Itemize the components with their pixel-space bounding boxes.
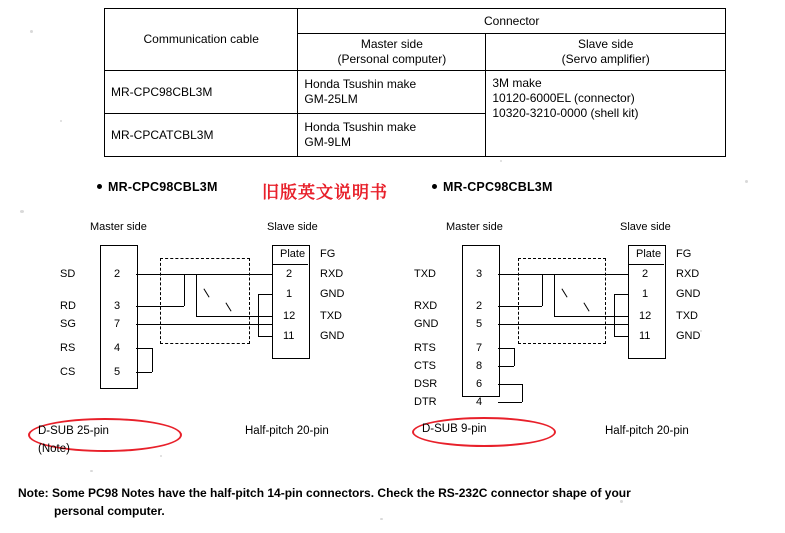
master-signal-label: CTS — [414, 360, 436, 372]
table-header-connector: Connector — [298, 9, 726, 34]
wire-segment — [136, 306, 184, 307]
master-pin-number: 5 — [114, 366, 121, 378]
slave-pin-number: 12 — [639, 310, 652, 322]
plate-label: Plate — [280, 248, 306, 260]
slave-signal-label: RXD — [676, 268, 700, 280]
master-signal-label: CS — [60, 366, 76, 378]
wire-segment — [136, 348, 152, 349]
master-pin-number: 6 — [476, 378, 483, 390]
plate-divider — [628, 264, 664, 265]
master-pin-number: 7 — [114, 318, 121, 330]
connector-type-label: D-SUB 9-pin — [422, 423, 487, 435]
wire-segment — [258, 336, 272, 337]
wire-segment — [196, 274, 197, 316]
wire-segment — [136, 372, 152, 373]
table-cell-cable: MR-CPCATCBL3M — [105, 114, 298, 157]
shield-dashed-box — [160, 258, 250, 344]
wire-segment — [258, 324, 259, 336]
half-pitch-label: Half-pitch 20-pin — [245, 425, 329, 437]
table-cell-master-line1: Honda Tsushin make — [304, 120, 417, 134]
master-pin-number: 4 — [114, 342, 121, 354]
table-header-master-line1: Master side — [360, 37, 423, 51]
wire-segment — [498, 306, 542, 307]
table-cell-master-line2: GM-9LM — [304, 135, 352, 149]
table-header-cable: Communication cable — [105, 9, 298, 71]
master-signal-label: SD — [60, 268, 76, 280]
wiring-diagram-right — [390, 0, 785, 460]
wire-segment — [258, 294, 272, 295]
wiring-diagram-left — [0, 0, 390, 460]
wire-segment — [514, 348, 515, 366]
master-pin-number: 8 — [476, 360, 483, 372]
plate-label: Plate — [636, 248, 662, 260]
wire-segment — [184, 274, 185, 306]
wire-segment — [522, 384, 523, 402]
wire-segment — [614, 336, 628, 337]
wire-segment — [196, 316, 272, 317]
wire-segment — [542, 274, 543, 306]
shield-dashed-box — [518, 258, 606, 344]
wire-segment — [614, 294, 628, 295]
wire-segment — [498, 402, 522, 403]
master-signal-label: RXD — [414, 300, 438, 312]
table-header-slave-line2: (Servo amplifier) — [561, 52, 650, 66]
master-signal-label: GND — [414, 318, 439, 330]
slave-signal-label: TXD — [320, 310, 342, 322]
slave-side-title: Slave side — [620, 221, 671, 233]
footnote — [18, 484, 718, 520]
connector-type-label: D-SUB 25-pin — [38, 425, 109, 437]
master-signal-label: RD — [60, 300, 76, 312]
master-signal-label: SG — [60, 318, 76, 330]
table-cell-slave-line3: 10320-3210-0000 (shell kit) — [492, 106, 639, 120]
master-pin-number: 2 — [476, 300, 483, 312]
table-cell-slave-line2: 10120-6000EL (connector) — [492, 91, 635, 105]
master-signal-label: RTS — [414, 342, 436, 354]
fg-label: FG — [320, 248, 336, 260]
wire-segment — [498, 348, 514, 349]
master-signal-label: RS — [60, 342, 76, 354]
master-pin-number: 3 — [476, 268, 483, 280]
table-cell-master-line1: Honda Tsushin make — [304, 77, 417, 91]
slave-pin-number: 2 — [642, 268, 649, 280]
slave-signal-label: GND — [320, 330, 345, 342]
diagram-title-right-text: MR-CPC98CBL3M — [443, 180, 553, 194]
footnote-line1: Note: Some PC98 Notes have the half-pitch 14-pin connectors. Check the RS-232C connector shape of your — [18, 486, 631, 500]
chinese-annotation: 旧版英文说明书 — [262, 183, 388, 202]
master-signal-label: TXD — [414, 268, 436, 280]
table-cell-cable: MR-CPC98CBL3M — [105, 71, 298, 114]
slave-signal-label: GND — [320, 288, 345, 300]
slave-pin-number: 11 — [639, 330, 651, 342]
master-side-title: Master side — [90, 221, 147, 233]
table-cell-slave-line1: 3M make — [492, 76, 542, 90]
wire-segment — [614, 294, 615, 324]
wire-segment — [498, 324, 628, 325]
master-signal-label: DTR — [414, 396, 437, 408]
wire-segment — [542, 274, 628, 275]
slave-signal-label: GND — [676, 330, 701, 342]
diagram-title-left-text: MR-CPC98CBL3M — [108, 180, 218, 194]
table-cell-master-line2: GM-25LM — [304, 92, 358, 106]
slave-pin-number: 11 — [283, 330, 295, 342]
master-pin-number: 5 — [476, 318, 483, 330]
table-header-slave-line1: Slave side — [578, 37, 634, 51]
wire-segment — [498, 384, 522, 385]
slave-pin-number: 12 — [283, 310, 296, 322]
fg-label: FG — [676, 248, 692, 260]
footnote-line2: personal computer. — [54, 504, 165, 518]
master-pin-number: 7 — [476, 342, 483, 354]
master-pin-number: 4 — [476, 396, 483, 408]
table-header-master-line2: (Personal computer) — [337, 52, 447, 66]
slave-signal-label: GND — [676, 288, 701, 300]
slave-side-title: Slave side — [267, 221, 318, 233]
wire-segment — [184, 274, 272, 275]
master-pin-number: 3 — [114, 300, 121, 312]
wire-segment — [554, 316, 628, 317]
slave-signal-label: RXD — [320, 268, 344, 280]
wire-segment — [258, 294, 259, 324]
connector-type-note: (Note) — [38, 443, 70, 455]
scan-speck — [90, 470, 93, 472]
slave-pin-number: 1 — [286, 288, 293, 300]
wire-segment — [152, 348, 153, 372]
master-pin-number: 2 — [114, 268, 121, 280]
slave-signal-label: TXD — [676, 310, 698, 322]
half-pitch-label: Half-pitch 20-pin — [605, 425, 689, 437]
wire-segment — [614, 324, 615, 336]
slave-pin-number: 1 — [642, 288, 649, 300]
wire-segment — [498, 366, 514, 367]
plate-divider — [272, 264, 308, 265]
wire-segment — [136, 324, 272, 325]
master-side-title: Master side — [446, 221, 503, 233]
slave-pin-number: 2 — [286, 268, 293, 280]
master-signal-label: DSR — [414, 378, 438, 390]
wire-segment — [554, 274, 555, 316]
